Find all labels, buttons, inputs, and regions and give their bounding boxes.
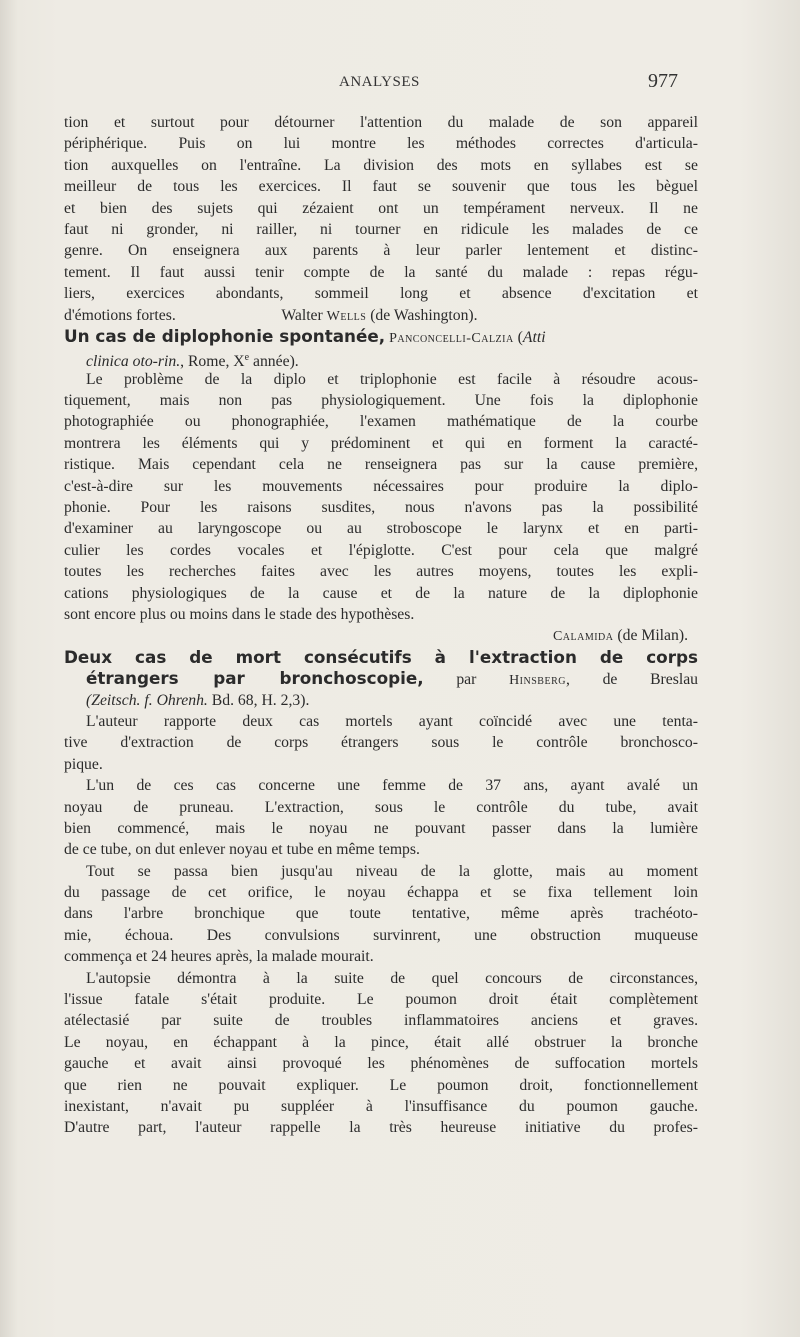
source-journal: Atti [522,328,546,346]
text-line: mie, échoua. Des convulsions survinrent, une obstruction muqueuse [64,926,698,944]
text-line: périphérique. Puis on lui montre les méthodes correctes d'articula- [64,135,698,153]
signature-name: Wells [326,308,367,324]
text-line: tement. Il faut aussi tenir compte de la santé du malade : repas régu- [64,263,698,281]
text-line: montrera les éléments qui y prédominent et qui en forment la caracté- [64,434,698,452]
article-title: Deux cas de mort consécutifs à l'extraction de corps [64,646,698,667]
signature-name: Calamida [552,629,614,645]
text-line: L'auteur rapporte deux cas mortels ayant coïncidé avec une tenta- [86,712,698,730]
text-line: que rien ne pouvait expliquer. Le poumon droit, fonctionnellement [64,1076,698,1094]
signature [64,625,698,646]
section-continued [64,112,698,326]
text-line: Le problème de la diplo et triplophonie est facile à résoudre acous- [86,370,698,388]
text-line: L'un de ces cas concerne une femme de 37 ans, ayant avalé un [86,777,698,795]
text-line: faut ni gronder, ni railler, ni tourner en ridicule les malades de ce [64,220,698,238]
running-title: ANALYSES [339,74,420,90]
source-open: ( [517,328,523,346]
paragraph [64,968,698,1139]
article-title-cont: étrangers par bronchoscopie, [86,668,424,689]
text-line: du passage de cet orifice, le noyau échappa et se fixa tellement loin [64,884,698,902]
text-line: inexistant, n'avait pu suppléer à l'insuffisance du poumon gauche. [64,1097,698,1115]
text-line: tiquement, mais non pas physiologiquement. Une fois la diplophonie [64,392,698,410]
article-title-line [64,668,698,689]
article-author: Hinsberg [509,673,566,689]
source-rest: , Rome, X [180,353,245,371]
text-fragment: d'émotions fortes. [64,306,176,324]
text-line: culier les cordes vocales et l'épiglotte. C'est pour cela que malgré [64,541,698,559]
article-title-line [64,326,698,347]
text-line: et bien des sujets qui zézaient ont un tempérament nerveux. Il ne [64,199,698,217]
page-header [0,70,800,96]
article-title-line [64,647,698,668]
article-by: par [456,671,477,689]
text-line: d'examiner au laryngoscope ou au stroboscope le larynx et en parti- [64,520,698,538]
text-line: L'autopsie démontra à la suite de quel concours de circonstances, [86,969,698,987]
text-line: pique. [64,755,103,773]
text-line: ristique. Mais cependant cela ne renseignera pas sur la cause première, [64,456,698,474]
source-end: année). [249,353,299,371]
text-line: c'est-à-dire sur les mouvements nécessaires pour produire la diplo- [64,477,698,495]
text-line: atélectasié par suite de troubles inflammatoires anciens et graves. [64,1012,698,1030]
text-line-with-signature [64,305,698,326]
text-line: commença et 24 heures après, la malade mourait. [64,948,374,966]
text-line: liers, exercices abondants, sommeil long et absence d'excitation et [64,285,698,303]
paragraph [64,711,698,775]
text-line: tion auxquelles on l'entraîne. La division des mots en syllabes est se [64,156,698,174]
text-line: phonie. Pour les raisons susdites, nous n'avons pas la possibilité [64,499,698,517]
text-line: bien commencé, mais le noyau ne pouvant passer dans la lumière [64,819,698,837]
text-line: toutes les recherches faites avec les autres moyens, toutes les expli- [64,563,698,581]
article-diplophonie [64,326,698,647]
article-source-line [64,347,698,371]
text-line: cations physiologiques de la cause et de la nature de la diplophonie [64,584,698,602]
text-line: noyau de pruneau. L'extraction, sous le contrôle du tube, avait [64,798,698,816]
text-line: genre. On enseignera aux parents à leur parler lentement et distinc- [64,242,698,260]
page-number: 977 [648,70,678,92]
article-title: Un cas de diplophonie spontanée, [64,325,386,346]
signature-place: (de Washington). [370,306,478,324]
signature [281,307,477,324]
text-line: meilleur de tous les exercices. Il faut se souvenir que tous les bèguel [64,178,698,196]
page-body [64,112,698,1139]
text-line: dans l'arbre bronchique que toute tentative, même après trachéoto- [64,905,698,923]
text-line: de ce tube, on dut enlever noyau et tube en même temps. [64,841,420,859]
source-sup: e [244,352,250,364]
paragraph [64,861,698,968]
text-line: Le noyau, en échappant à la pince, était allé obstruer la bronche [64,1033,698,1051]
source-rest: Bd. 68, H. 2,3). [207,691,310,709]
source-journal-cont: clinica oto-rin. [86,353,181,371]
signature-place: (de Milan). [617,627,688,645]
text-line: photographiée ou phonographiée, l'examen mathématique de la courbe [64,413,698,431]
article-author: Panconcelli-Calzia [389,330,514,346]
text-line: l'issue fatale s'était produite. Le poumon droit était complètement [64,991,698,1009]
article-bronchoscopie [64,647,698,1139]
paragraph [64,775,698,861]
text-line: tion et surtout pour détourner l'attention du malade de son appareil [64,114,698,131]
text-line: sont encore plus ou moins dans le stade des hypothèses. [64,605,415,623]
signature-first-name: Walter [281,306,323,324]
text-line: gauche et avait ainsi provoqué les phénomènes de suffocation mortels [64,1055,698,1073]
article-source-line [64,690,698,711]
article-author-place: , de Breslau [565,671,699,689]
text-line: Tout se passa bien jusqu'au niveau de la glotte, mais au moment [86,862,698,880]
text-line: D'autre part, l'auteur rappelle la très heureuse initiative du profes- [64,1119,698,1137]
text-line: tive d'extraction de corps étrangers sous le contrôle bronchosco- [64,734,698,752]
source-journal: (Zeitsch. f. Ohrenh. [86,691,208,709]
